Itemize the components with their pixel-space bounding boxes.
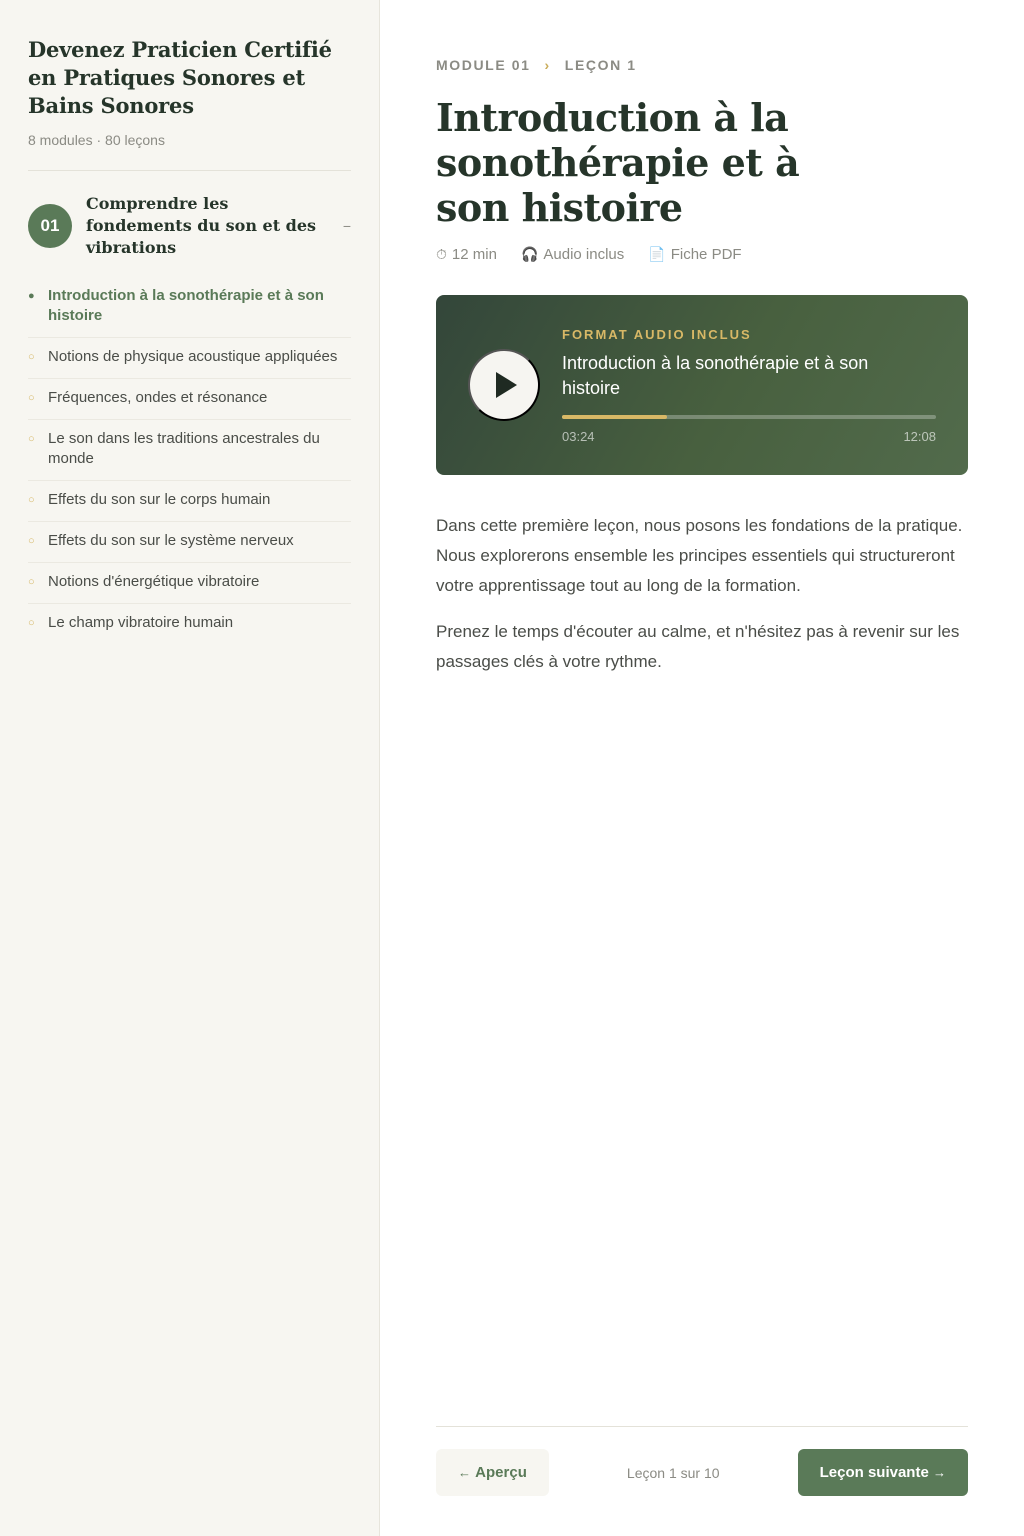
main-content [436,0,968,1536]
pdf-meta[interactable] [648,246,741,263]
lesson-label: Le son dans les traditions ancestrales du monde [48,430,320,467]
lesson-meta [436,246,968,263]
course-meta: 8 modules · 80 leçons [28,132,165,148]
audio-player [436,295,968,475]
body-paragraph: Prenez le temps d'écouter au calme, et n'hésitez pas à revenir sur les passages clés à votre rythme. [436,622,960,671]
lesson-body [436,511,968,677]
lesson-label: Effets du son sur le système nerveux [48,532,294,549]
module-number-badge: 01 [28,204,72,248]
audio-meta [521,246,624,263]
lesson-item[interactable] [28,420,351,481]
next-lesson-button[interactable] [798,1449,968,1496]
module-title: Comprendre les fondements du son et des vibrations [86,194,317,257]
previous-button[interactable] [436,1449,549,1496]
module-header[interactable] [28,193,351,259]
player-info [562,327,936,444]
lesson-status-icon: ○ [28,494,35,506]
lesson-status-icon: ○ [28,433,35,445]
progress-bar[interactable] [562,415,936,419]
audio-label: Audio inclus [543,246,625,263]
lesson-status-icon: ○ [28,617,35,629]
lesson-label: Notions de physique acoustique appliquées [48,348,338,365]
player-title: Introduction à la sonothérapie et à son histoire [562,353,869,398]
pdf-label: Fiche PDF [670,246,742,263]
progress-fill [562,415,667,419]
page-title: Introduction à la sonothérapie et à son histoire [436,95,800,230]
next-button-label: Leçon suivante [819,1464,929,1481]
play-icon [496,372,517,398]
arrow-left-icon: ← [458,1465,471,1480]
player-times [562,429,936,444]
sidebar-divider [28,170,351,171]
previous-button-label: Aperçu [475,1464,527,1481]
lesson-status-icon: ○ [28,351,35,363]
lesson-label: Introduction à la sonothérapie et à son histoire [48,287,324,324]
current-time: 03:24 [562,429,595,444]
lesson-status-icon: ● [28,290,35,302]
lesson-status-icon: ○ [28,576,35,588]
chevron-right-icon: › [544,57,551,73]
arrow-right-icon: → [932,1465,946,1480]
lesson-item[interactable] [28,277,351,338]
collapse-icon[interactable]: − [342,218,351,234]
breadcrumb-module[interactable]: MODULE 01 [436,57,531,73]
total-time: 12:08 [903,429,936,444]
body-paragraph: Dans cette première leçon, nous posons les fondations de la pratique. Nous explorerons ensemble les principes essentiels qui structureront votre apprentissage tout au long de la formation. [436,516,963,595]
lesson-status-icon: ○ [28,535,35,547]
course-title: Devenez Praticien Certifié en Pratiques Sonores et Bains Sonores [28,37,332,118]
lesson-status-icon: ○ [28,392,35,404]
player-kicker: FORMAT AUDIO INCLUS [562,327,752,342]
lesson-item[interactable] [28,338,351,379]
duration-label: 12 min [451,246,497,263]
breadcrumb [436,57,968,73]
lesson-pager: Leçon 1 sur 10 [626,1464,720,1481]
lesson-item[interactable] [28,563,351,604]
lesson-item[interactable] [28,379,351,420]
lesson-item[interactable] [28,481,351,522]
lesson-label: Le champ vibratoire humain [48,614,234,631]
lesson-label: Effets du son sur le corps humain [48,491,271,508]
breadcrumb-lesson: LEÇON 1 [564,57,637,73]
lesson-label: Fréquences, ondes et résonance [48,389,268,406]
sidebar [0,0,380,1536]
headphones-icon: 🎧 [520,246,539,262]
lesson-item[interactable] [28,604,351,644]
lesson-list [28,277,351,644]
lesson-item[interactable] [28,522,351,563]
lesson-label: Notions d'énergétique vibratoire [48,573,260,590]
document-icon: 📄 [648,246,666,262]
play-button[interactable] [468,349,540,421]
duration-meta [436,246,497,263]
lesson-footer [436,1426,968,1496]
timer-icon: ⏱ [436,246,447,262]
